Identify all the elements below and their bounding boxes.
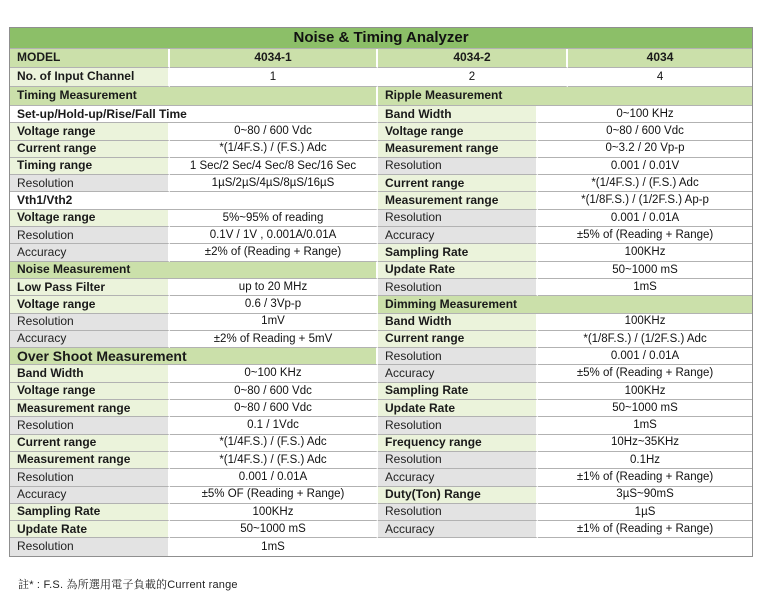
spec-label-cell: Resolution	[378, 210, 538, 227]
spec-row	[10, 262, 752, 279]
spec-value-cell: 0.1Hz	[538, 452, 752, 469]
spec-label-cell: Sampling Rate	[10, 504, 170, 521]
spec-row	[10, 227, 752, 244]
spec-value-cell: ±1% of (Reading + Range)	[538, 521, 752, 538]
spec-label-cell: Measurement range	[378, 141, 538, 158]
spec-row	[10, 123, 752, 140]
spec-value-cell: 100KHz	[538, 314, 752, 331]
spec-value-cell: 50~1000 mS	[538, 400, 752, 417]
section-title-cell: Noise Measurement	[10, 262, 378, 279]
channel-cell: 1	[170, 68, 378, 87]
spec-value-cell: 0.1V / 1V , 0.001A/0.01A	[170, 227, 378, 244]
spec-row	[10, 417, 752, 434]
spec-row	[10, 400, 752, 417]
spec-value-cell: up to 20 MHz	[170, 279, 378, 296]
spec-label-cell: Band Width	[378, 106, 538, 123]
spec-value-cell: *(1/4F.S.) / (F.S.) Adc	[170, 452, 378, 469]
spec-row	[10, 383, 752, 400]
model-cell: 4034-2	[378, 49, 568, 68]
spec-value-cell: 1mS	[538, 279, 752, 296]
spec-label-cell: Sampling Rate	[378, 244, 538, 261]
spec-value-cell: 0~3.2 / 20 Vp-p	[538, 141, 752, 158]
spec-row	[10, 435, 752, 452]
spec-label-cell: Measurement range	[10, 452, 170, 469]
spec-row	[10, 469, 752, 486]
spec-label-cell: Resolution	[378, 158, 538, 175]
model-cell: 4034	[568, 49, 752, 68]
empty-cell	[378, 538, 752, 555]
spec-row	[10, 538, 752, 555]
spec-value-cell: ±2% of Reading + 5mV	[170, 331, 378, 348]
spec-value-cell: 10Hz~35KHz	[538, 435, 752, 452]
spec-label-cell: Resolution	[10, 227, 170, 244]
spec-value-cell: *(1/8F.S.) / (1/2F.S.) Ap-p	[538, 192, 752, 209]
spec-row	[10, 452, 752, 469]
spec-label-cell: Resolution	[10, 175, 170, 192]
spec-value-cell: 5%~95% of reading	[170, 210, 378, 227]
spec-label-cell: Resolution	[378, 417, 538, 434]
spec-value-cell: 0.001 / 0.01A	[538, 348, 752, 365]
spec-value-cell: 1mS	[538, 417, 752, 434]
spec-value-cell: 0~80 / 600 Vdc	[170, 123, 378, 140]
spec-label-cell: Resolution	[378, 504, 538, 521]
spec-row	[10, 279, 752, 296]
spec-row	[10, 210, 752, 227]
spec-row	[10, 314, 752, 331]
spec-value-cell: ±5% of (Reading + Range)	[538, 365, 752, 382]
spec-row	[10, 192, 752, 209]
spec-value-cell: 1 Sec/2 Sec/4 Sec/8 Sec/16 Sec	[170, 158, 378, 175]
spec-label-cell: Measurement range	[10, 400, 170, 417]
model-cell: 4034-1	[170, 49, 378, 68]
spec-row	[10, 504, 752, 521]
page-title: Noise & Timing Analyzer	[10, 28, 752, 49]
spec-label-cell: Resolution	[10, 417, 170, 434]
spec-label-cell: Sampling Rate	[378, 383, 538, 400]
title-row	[10, 28, 752, 49]
spec-value-cell: 0~80 / 600 Vdc	[170, 400, 378, 417]
spec-value-cell: ±5% of (Reading + Range)	[538, 227, 752, 244]
spec-label-cell: Resolution	[10, 538, 170, 555]
spec-label-cell: Resolution	[378, 279, 538, 296]
spec-value-cell: 100KHz	[170, 504, 378, 521]
spec-value-cell: ±5% OF (Reading + Range)	[170, 487, 378, 504]
spec-value-cell: *(1/4F.S.) / (F.S.) Adc	[538, 175, 752, 192]
channel-cell: 2	[378, 68, 568, 87]
spec-label-cell: Resolution	[10, 469, 170, 486]
spec-label-cell: Update Rate	[378, 400, 538, 417]
section-title-cell: Over Shoot Measurement	[10, 348, 378, 365]
spec-label-cell: Accuracy	[378, 365, 538, 382]
spec-value-cell: 0.001 / 0.01A	[170, 469, 378, 486]
spec-span-cell: Vth1/Vth2	[10, 192, 378, 209]
footnote: 註* : F.S. 為所選用電子負載的Current range	[18, 579, 238, 591]
spec-value-cell: 100KHz	[538, 383, 752, 400]
section-title-cell: Dimming Measurement	[378, 296, 752, 313]
section-header-row	[10, 87, 752, 106]
spec-value-cell: *(1/8F.S.) / (1/2F.S.) Adc	[538, 331, 752, 348]
spec-span-cell: Set-up/Hold-up/Rise/Fall Time	[10, 106, 378, 123]
spec-value-cell: 0.001 / 0.01V	[538, 158, 752, 175]
spec-label-cell: Current range	[10, 141, 170, 158]
spec-label-cell: Current range	[378, 331, 538, 348]
spec-value-cell: 1mS	[170, 538, 378, 555]
spec-row	[10, 521, 752, 538]
spec-value-cell: 1mV	[170, 314, 378, 331]
spec-row	[10, 296, 752, 313]
spec-row	[10, 348, 752, 365]
spec-label-cell: Voltage range	[10, 210, 170, 227]
spec-label-cell: Voltage range	[378, 123, 538, 140]
spec-value-cell: 0.6 / 3Vp-p	[170, 296, 378, 313]
spec-label-cell: Accuracy	[378, 227, 538, 244]
channel-row	[10, 68, 752, 87]
spec-value-cell: 0~80 / 600 Vdc	[170, 383, 378, 400]
spec-label-cell: Resolution	[10, 314, 170, 331]
spec-value-cell: 0~100 KHz	[170, 365, 378, 382]
spec-value-cell: 50~1000 mS	[538, 262, 752, 279]
model-label-cell: MODEL	[10, 49, 170, 68]
spec-value-cell: *(1/4F.S.) / (F.S.) Adc	[170, 141, 378, 158]
spec-value-cell: 0.1 / 1Vdc	[170, 417, 378, 434]
spec-label-cell: Voltage range	[10, 383, 170, 400]
spec-row	[10, 175, 752, 192]
right-section-title: Ripple Measurement	[378, 87, 752, 106]
spec-label-cell: Voltage range	[10, 123, 170, 140]
spec-value-cell: ±2% of (Reading + Range)	[170, 244, 378, 261]
spec-row	[10, 158, 752, 175]
spec-value-cell: *(1/4F.S.) / (F.S.) Adc	[170, 435, 378, 452]
spec-value-cell: 50~1000 mS	[170, 521, 378, 538]
spec-row	[10, 106, 752, 123]
spec-value-cell: 0~100 KHz	[538, 106, 752, 123]
spec-row	[10, 331, 752, 348]
model-row	[10, 49, 752, 68]
spec-value-cell: 1µS/2µS/4µS/8µS/16µS	[170, 175, 378, 192]
spec-value-cell: ±1% of (Reading + Range)	[538, 469, 752, 486]
channel-label-cell: No. of Input Channel	[10, 68, 170, 87]
spec-label-cell: Accuracy	[378, 469, 538, 486]
spec-row	[10, 244, 752, 261]
spec-label-cell: Low Pass Filter	[10, 279, 170, 296]
left-section-title: Timing Measurement	[10, 87, 378, 106]
spec-value-cell: 100KHz	[538, 244, 752, 261]
channel-cell: 4	[568, 68, 752, 87]
spec-label-cell: Band Width	[378, 314, 538, 331]
spec-value-cell: 1µS	[538, 504, 752, 521]
spec-label-cell: Accuracy	[378, 521, 538, 538]
spec-label-cell: Band Width	[10, 365, 170, 382]
spec-label-cell: Resolution	[378, 452, 538, 469]
spec-row	[10, 487, 752, 504]
spec-label-cell: Measurement range	[378, 192, 538, 209]
spec-label-cell: Accuracy	[10, 487, 170, 504]
spec-label-cell: Duty(Ton) Range	[378, 487, 538, 504]
spec-label-cell: Update Rate	[10, 521, 170, 538]
spec-table	[9, 27, 753, 557]
spec-value-cell: 3µS~90mS	[538, 487, 752, 504]
spec-label-cell: Current range	[10, 435, 170, 452]
spec-value-cell: 0.001 / 0.01A	[538, 210, 752, 227]
spec-row	[10, 365, 752, 382]
spec-label-cell: Update Rate	[378, 262, 538, 279]
spec-label-cell: Voltage range	[10, 296, 170, 313]
spec-label-cell: Accuracy	[10, 244, 170, 261]
spec-value-cell: 0~80 / 600 Vdc	[538, 123, 752, 140]
spec-label-cell: Accuracy	[10, 331, 170, 348]
spec-label-cell: Frequency range	[378, 435, 538, 452]
spec-label-cell: Resolution	[378, 348, 538, 365]
spec-row	[10, 141, 752, 158]
spec-label-cell: Current range	[378, 175, 538, 192]
spec-label-cell: Timing range	[10, 158, 170, 175]
